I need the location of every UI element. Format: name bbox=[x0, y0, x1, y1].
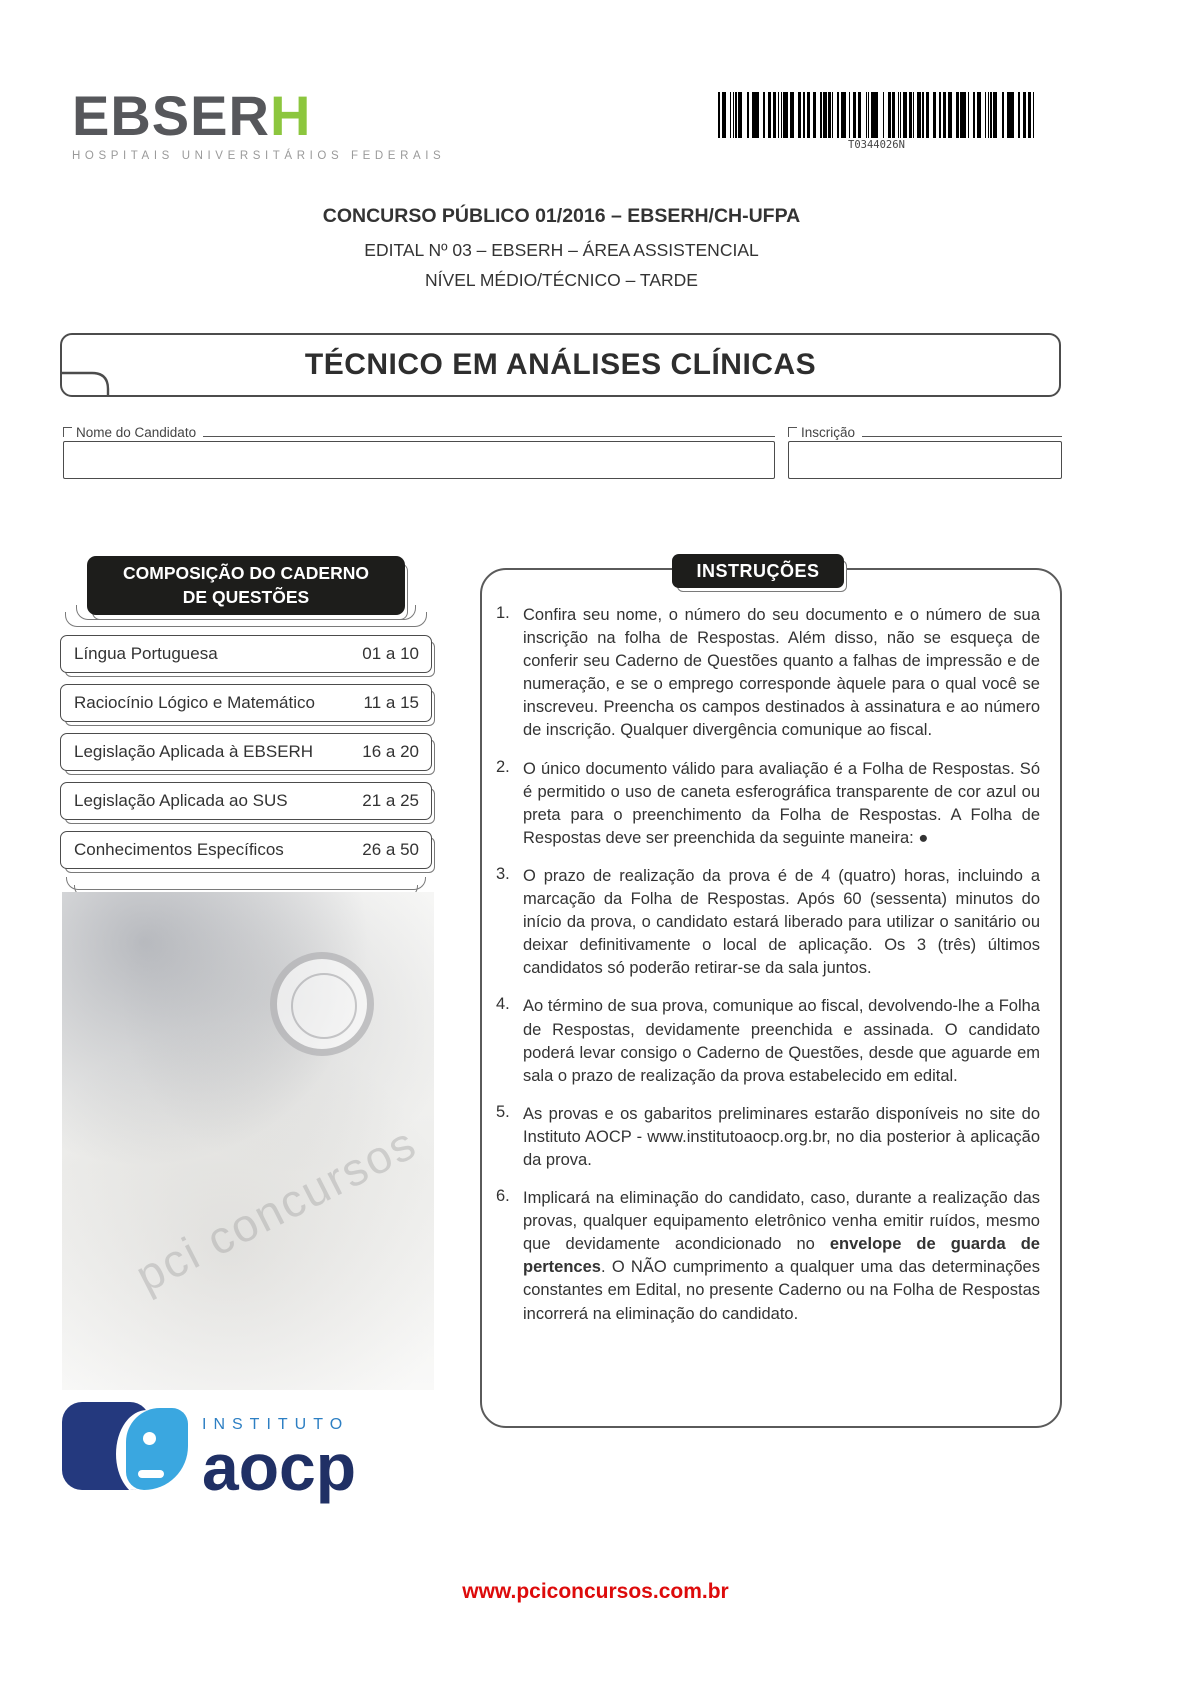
composition-row-lingua-portuguesa bbox=[60, 635, 432, 673]
candidate-name-label: Nome do Candidato bbox=[76, 425, 197, 440]
subject-label: Legislação Aplicada à EBSERH bbox=[74, 742, 314, 762]
instruction-item-5 bbox=[496, 1103, 1040, 1172]
subject-label: Conhecimentos Específicos bbox=[74, 840, 284, 860]
instruction-number: 6. bbox=[496, 1187, 510, 1206]
field-corner-tick bbox=[63, 427, 72, 437]
candidate-name-input[interactable] bbox=[63, 441, 775, 479]
exam-heading-line2: EDITAL Nº 03 – EBSERH – ÁREA ASSISTENCIAL bbox=[364, 240, 759, 260]
barcode-bars-image bbox=[718, 92, 1036, 138]
instruction-text bbox=[523, 865, 1040, 980]
pressure-gauge-illustration bbox=[270, 952, 374, 1056]
exam-heading bbox=[60, 205, 1063, 291]
instruction-number: 2. bbox=[496, 757, 510, 776]
aocp-logo-text bbox=[202, 1416, 357, 1504]
composition-panel bbox=[60, 556, 432, 898]
instruction-text-segment: . O NÃO cumprimento a qualquer uma das determinações constantes em Edital, no presente Caderno ou na Folha de Respostas incorrerá na eliminação do candidato. bbox=[523, 1258, 1040, 1323]
question-range: 21 a 25 bbox=[362, 791, 419, 811]
instructions-header: INSTRUÇÕES bbox=[672, 554, 844, 588]
watermark-text: pci concursos bbox=[127, 1116, 425, 1302]
ebserh-logo bbox=[72, 84, 446, 162]
candidate-name-field bbox=[63, 420, 775, 479]
instruction-item-6 bbox=[496, 1187, 1040, 1326]
ebserh-wordmark-accent: H bbox=[269, 84, 312, 147]
instruction-number: 3. bbox=[496, 864, 510, 883]
composition-header-line1: COMPOSIÇÃO DO CADERNO bbox=[123, 563, 369, 583]
title-box-notch-decoration bbox=[62, 371, 132, 397]
aocp-logo bbox=[62, 1400, 402, 1504]
instruction-number: 5. bbox=[496, 1102, 510, 1121]
instruction-text bbox=[523, 995, 1040, 1087]
instruction-text-segment: Implicará na eliminação do candidato, caso, durante a realização das provas, qualquer equipamento eletrônico venha emitir ruídos, mesmo que devidamente acondicionado no bbox=[523, 1189, 1040, 1254]
instruction-number: 1. bbox=[496, 604, 510, 622]
field-rule-line bbox=[203, 436, 775, 437]
instruction-item-3 bbox=[496, 865, 1040, 980]
composition-row-conhecimentos-especificos bbox=[60, 831, 432, 869]
instruction-text bbox=[523, 1187, 1040, 1326]
subject-label: Raciocínio Lógico e Matemático bbox=[74, 693, 315, 713]
instruction-item-2 bbox=[496, 758, 1040, 850]
aocp-name-label: aocp bbox=[202, 1430, 357, 1504]
inscription-field-header bbox=[788, 420, 1062, 440]
instruction-text-segment: As provas e os gabaritos preliminares estarão disponíveis no site do Instituto AOCP - www.institutoaocp.org.br, no dia posterior à aplicação da prova. bbox=[523, 1104, 1040, 1169]
composition-row-legislacao-ebserh bbox=[60, 733, 432, 771]
instruction-text bbox=[523, 604, 1040, 743]
instructions-list bbox=[480, 600, 1062, 1341]
question-range: 16 a 20 bbox=[362, 742, 419, 762]
exam-heading-line3: NÍVEL MÉDIO/TÉCNICO – TARDE bbox=[425, 270, 698, 290]
candidate-name-field-header bbox=[63, 420, 775, 440]
composition-rows bbox=[60, 635, 432, 869]
ebserh-wordmark-main: EBSER bbox=[72, 84, 270, 147]
instruction-item-4 bbox=[496, 995, 1040, 1087]
instruction-text bbox=[523, 758, 1040, 850]
composition-header-line2: DE QUESTÕES bbox=[182, 586, 310, 607]
pciconcursos-link[interactable]: www.pciconcursos.com.br bbox=[462, 1580, 729, 1603]
ebserh-wordmark bbox=[72, 84, 372, 147]
subject-label: Língua Portuguesa bbox=[74, 644, 218, 664]
subject-label: Legislação Aplicada ao SUS bbox=[74, 791, 288, 811]
inscription-label: Inscrição bbox=[801, 425, 856, 440]
composition-row-legislacao-sus bbox=[60, 782, 432, 820]
instruction-text bbox=[523, 1103, 1040, 1172]
aocp-institute-label: INSTITUTO bbox=[202, 1416, 350, 1433]
ebserh-logo-subtitle: HOSPITAIS UNIVERSITÁRIOS FEDERAIS bbox=[72, 150, 446, 162]
composition-row-raciocinio-logico bbox=[60, 684, 432, 722]
cargo-title-box bbox=[60, 333, 1061, 397]
composition-header bbox=[87, 556, 405, 615]
instruction-number: 4. bbox=[496, 995, 510, 1014]
instruction-text-segment: Ao término de sua prova, comunique ao fiscal, devolvendo-lhe a Folha de Respostas, devidamente preenchida e assinada. O candidato poderá levar consigo o Caderno de Questões, desde que aguarde em sala o prazo de realização da prova estabelecido em edital. bbox=[523, 997, 1040, 1085]
instruction-text-segment: Confira seu nome, o número do seu documento e o número de sua inscrição na folha de Respostas. Além disso, não se esqueça de conferir seu Caderno de Questões quanto a falhas de impressão e de numeração, e se o emprego corresponde àquele para o qual você se inscreveu. Preencha os campos destinados à assinatura e ao número de inscrição. Qualquer divergência comunique ao fiscal. bbox=[523, 606, 1040, 740]
field-rule-line bbox=[862, 436, 1062, 437]
instruction-text-segment: O prazo de realização da prova é de 4 (quatro) horas, incluindo a marcação da Folha de Respostas. Após 60 (sessenta) minutos do início da prova, o candidato estará liberado para utilizar o sanitário ou deixar definitivamente o local de aplicação. Os 3 (três) últimos candidatos só poderão retirar-se da sala juntos. bbox=[523, 866, 1040, 978]
barcode bbox=[718, 92, 1036, 151]
field-corner-tick bbox=[788, 427, 797, 437]
cargo-title: TÉCNICO EM ANÁLISES CLÍNICAS bbox=[304, 348, 817, 381]
instruction-text-segment: O único documento válido para avaliação é a Folha de Respostas. Só é permitido o uso de caneta esferográfica transparente de cor azul ou preta para o preenchimento da Folha de Respostas. A Folha de Respostas deve ser preenchida da seguinte maneira: ● bbox=[523, 759, 1040, 847]
exam-heading-line1: CONCURSO PÚBLICO 01/2016 – EBSERH/CH-UFPA bbox=[322, 205, 801, 227]
footer bbox=[0, 1580, 1191, 1604]
question-range: 11 a 15 bbox=[363, 693, 419, 713]
aocp-logo-mark-blue bbox=[126, 1408, 188, 1490]
instruction-item-1 bbox=[496, 604, 1040, 743]
question-range: 26 a 50 bbox=[362, 840, 419, 860]
inscription-input[interactable] bbox=[788, 441, 1062, 479]
background-photo-blood-pressure bbox=[62, 892, 434, 1390]
instruction-text-bold-segment: envelope de guarda de pertences bbox=[523, 1235, 1040, 1277]
barcode-text: T0344026N bbox=[848, 139, 905, 151]
question-range: 01 a 10 bbox=[362, 644, 419, 664]
inscription-field bbox=[788, 420, 1062, 479]
